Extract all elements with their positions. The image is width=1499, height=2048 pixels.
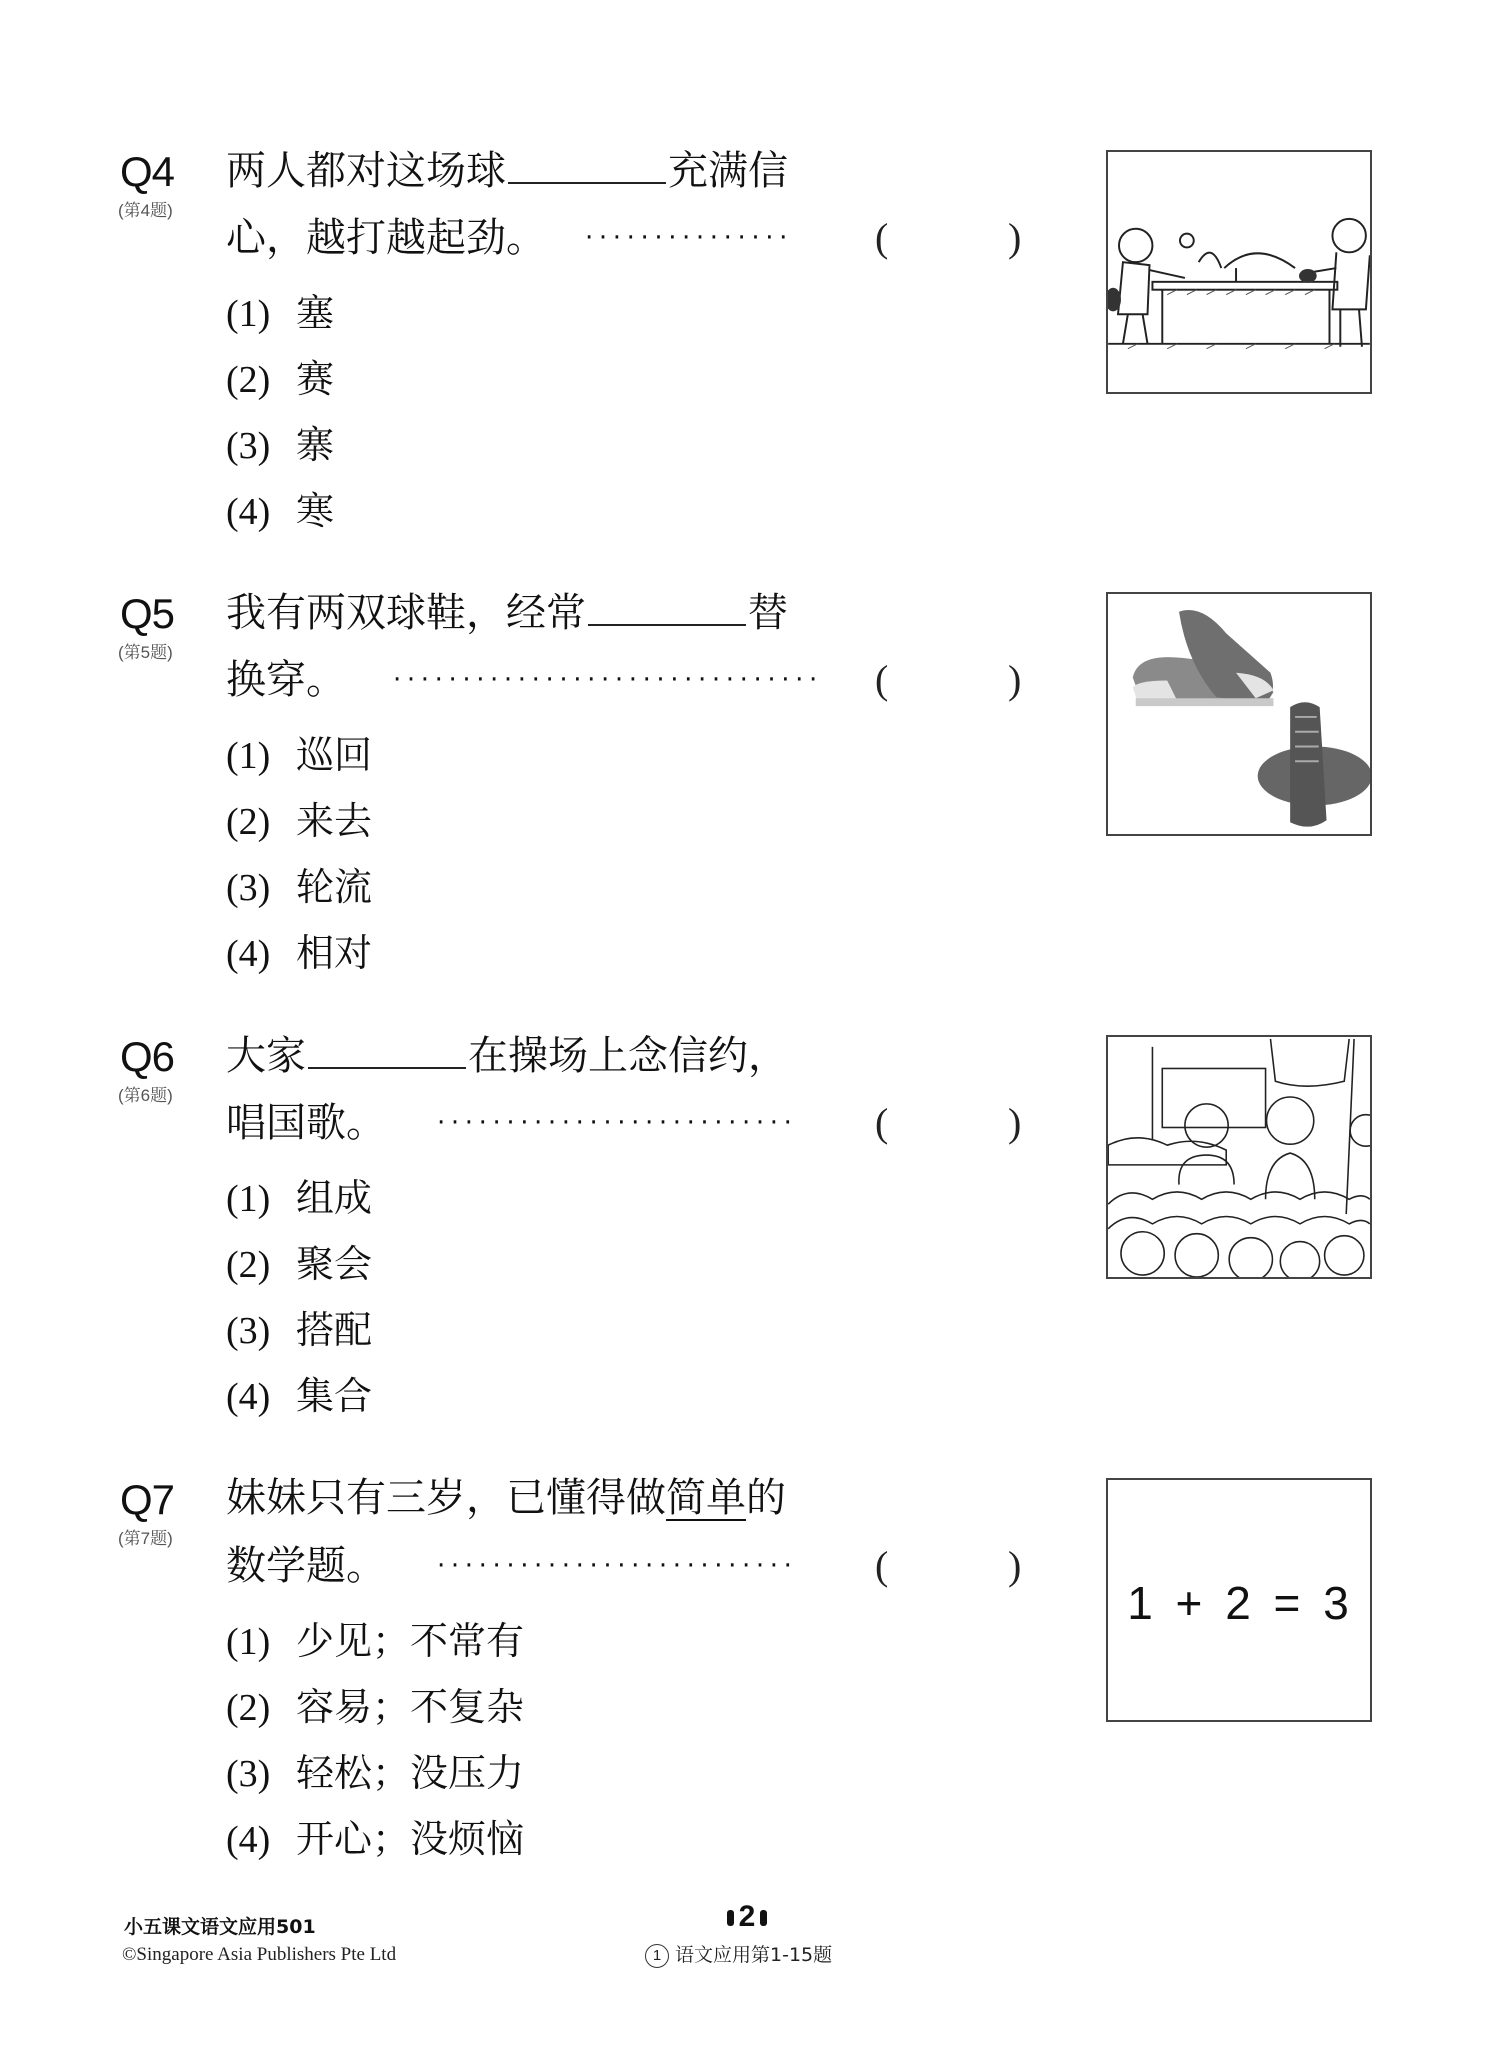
option-text: 来去 <box>296 799 373 843</box>
stem-text: 妹妹只有三岁，已懂得做 <box>226 1475 666 1521</box>
question-stem-line-1 <box>226 1031 788 1080</box>
options-list <box>226 1608 524 1872</box>
book-title: 小五课文语文应用501 <box>124 1916 316 1938</box>
question-number: Q7 <box>120 1476 175 1523</box>
options-list <box>226 722 372 986</box>
option-text: 相对 <box>296 931 373 975</box>
option-number: (3) <box>226 425 271 467</box>
option-3[interactable] <box>226 854 372 920</box>
option-4[interactable] <box>226 920 372 986</box>
question-stem-line-1 <box>226 146 788 195</box>
options-list <box>226 280 334 544</box>
option-3[interactable] <box>226 1297 372 1363</box>
stem-text: 替 <box>748 590 788 636</box>
option-number: (2) <box>226 1244 271 1286</box>
option-number: (1) <box>226 293 271 335</box>
option-4[interactable] <box>226 1806 524 1872</box>
question-stem-line-2: 心，越打越起劲。 <box>226 215 546 261</box>
ping-pong-icon <box>1108 152 1370 392</box>
question-sub-label: (第7题) <box>118 1529 173 1548</box>
question-stem-line-1 <box>226 588 788 637</box>
question-stem-line-2: 唱国歌。 <box>226 1100 386 1146</box>
stem-text: 我有两双球鞋，经常 <box>226 590 586 636</box>
option-text: 搭配 <box>296 1308 373 1352</box>
section-label-text: 语文应用第1-15题 <box>675 1944 833 1966</box>
answer-bracket-close: ) <box>1008 1543 1022 1588</box>
option-number: (3) <box>226 867 271 909</box>
question-sub-label: (第5题) <box>118 643 173 662</box>
question-number: Q5 <box>120 590 175 637</box>
math-equation-box <box>1106 1478 1372 1722</box>
answer-bracket-close: ) <box>1008 215 1022 260</box>
answer-bracket-open: ( <box>875 657 889 702</box>
option-text: 寒 <box>296 489 335 533</box>
option-text: 开心；没烦恼 <box>296 1817 525 1861</box>
option-text: 塞 <box>296 291 335 335</box>
question-sub-label: (第6题) <box>118 1086 173 1105</box>
question-stem-line-1 <box>226 1474 786 1522</box>
sneakers-icon <box>1108 594 1370 834</box>
option-2[interactable] <box>226 788 372 854</box>
option-number: (4) <box>226 933 271 975</box>
option-number: (2) <box>226 801 271 843</box>
option-text: 轮流 <box>296 865 373 909</box>
option-text: 巡回 <box>296 733 373 777</box>
leader-dots: ·························· <box>437 1551 798 1581</box>
school-assembly-illustration <box>1106 1035 1372 1279</box>
option-3[interactable] <box>226 412 334 478</box>
question-stem-line-2: 数学题。 <box>226 1543 386 1589</box>
option-2[interactable] <box>226 1231 372 1297</box>
option-text: 组成 <box>296 1176 373 1220</box>
option-4[interactable] <box>226 478 334 544</box>
option-2[interactable] <box>226 1674 524 1740</box>
option-number: (1) <box>226 1178 271 1220</box>
option-number: (4) <box>226 491 271 533</box>
math-equation: 1 + 2 = 3 <box>1127 1577 1351 1629</box>
answer-blank <box>508 146 666 184</box>
option-number: (1) <box>226 735 271 777</box>
option-number: (4) <box>226 1819 271 1861</box>
option-text: 赛 <box>296 357 335 401</box>
leader-dots: ······························· <box>393 665 823 695</box>
page-bracket-right-icon <box>760 1910 767 1926</box>
option-1[interactable] <box>226 1165 372 1231</box>
stem-text: 的 <box>746 1475 786 1521</box>
page-bracket-left-icon <box>727 1910 734 1926</box>
leader-dots: ··············· <box>585 223 793 253</box>
ping-pong-illustration <box>1106 150 1372 394</box>
option-1[interactable] <box>226 722 372 788</box>
option-text: 聚会 <box>296 1242 373 1286</box>
option-1[interactable] <box>226 1608 524 1674</box>
option-2[interactable] <box>226 346 334 412</box>
option-text: 寨 <box>296 423 335 467</box>
options-list <box>226 1165 372 1429</box>
answer-bracket-open: ( <box>875 1100 889 1145</box>
circled-number-icon: 1 <box>645 1944 669 1968</box>
option-number: (2) <box>226 1687 271 1729</box>
answer-bracket-close: ) <box>1008 657 1022 702</box>
answer-blank <box>588 588 746 626</box>
option-text: 少见；不常有 <box>296 1619 525 1663</box>
option-number: (2) <box>226 359 271 401</box>
option-text: 容易；不复杂 <box>296 1685 525 1729</box>
sneakers-photo <box>1106 592 1372 836</box>
option-number: (4) <box>226 1376 271 1418</box>
stem-text: 大家 <box>226 1033 306 1079</box>
answer-blank <box>308 1031 466 1069</box>
question-number: Q6 <box>120 1033 175 1080</box>
page-number <box>712 1900 782 1934</box>
option-number: (3) <box>226 1310 271 1352</box>
section-label <box>645 1940 832 1968</box>
option-text: 轻松；没压力 <box>296 1751 525 1795</box>
option-3[interactable] <box>226 1740 524 1806</box>
question-stem-line-2: 换穿。 <box>226 657 346 703</box>
option-number: (1) <box>226 1621 271 1663</box>
leader-dots: ·························· <box>437 1108 798 1138</box>
option-1[interactable] <box>226 280 334 346</box>
answer-bracket-open: ( <box>875 1543 889 1588</box>
question-number: Q4 <box>120 148 175 195</box>
option-number: (3) <box>226 1753 271 1795</box>
stem-text: 两人都对这场球 <box>226 148 506 194</box>
stem-text: 在操场上念信约， <box>468 1033 788 1079</box>
page-number-value: 2 <box>738 1900 756 1933</box>
assembly-icon <box>1108 1037 1370 1277</box>
answer-bracket-close: ) <box>1008 1100 1022 1145</box>
underlined-word: 简单 <box>666 1475 746 1521</box>
answer-bracket-open: ( <box>875 215 889 260</box>
option-text: 集合 <box>296 1374 373 1418</box>
question-sub-label: (第4题) <box>118 201 173 220</box>
stem-text: 充满信 <box>668 148 788 194</box>
option-4[interactable] <box>226 1363 372 1429</box>
copyright: ©Singapore Asia Publishers Pte Ltd <box>122 1944 397 1965</box>
